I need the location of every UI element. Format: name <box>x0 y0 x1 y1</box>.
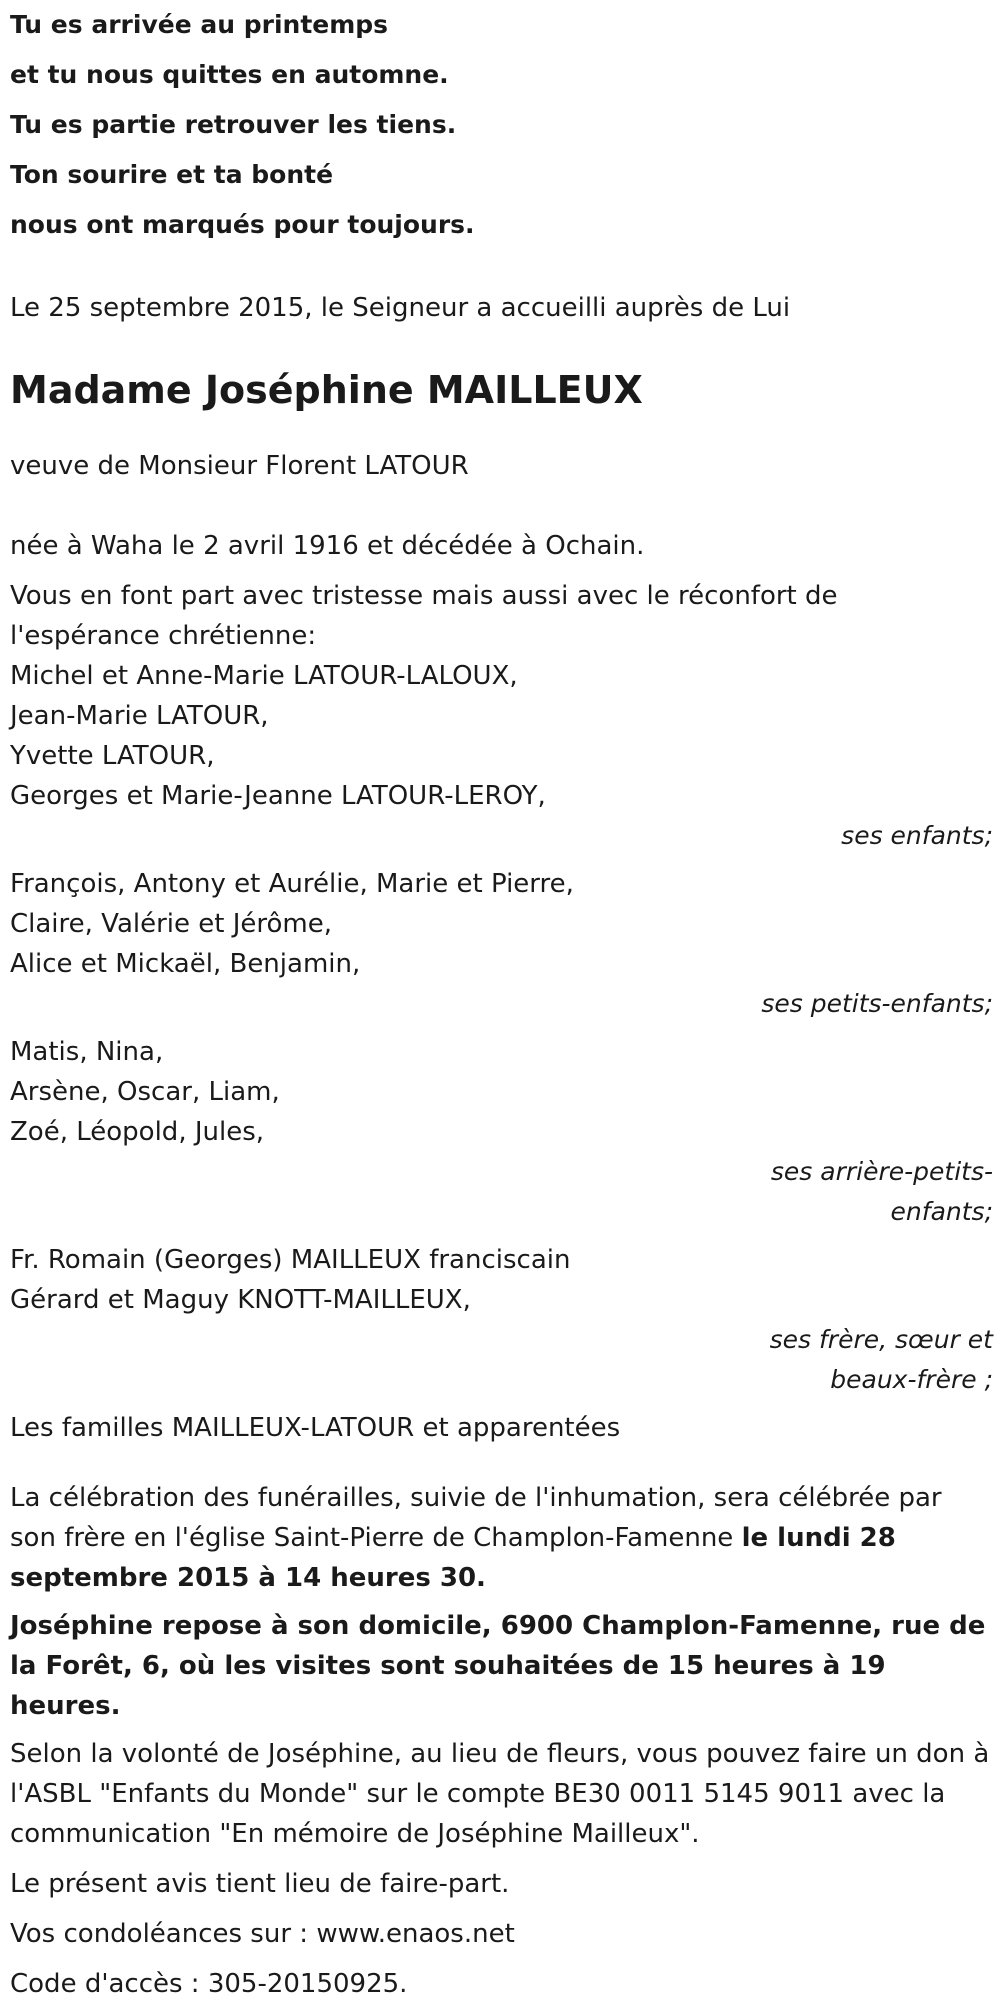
family-name-line: Jean-Marie LATOUR, <box>10 701 269 731</box>
announcement-text: Vous en font part avec tristesse mais aussi avec le réconfort de l'espérance chrétienne: <box>10 581 838 651</box>
role-label: ses arrière-petits- <box>770 1157 993 1186</box>
family-name-line: Alice et Mickaël, Benjamin, <box>10 949 361 979</box>
family-name-line: Georges et Marie-Jeanne LATOUR-LEROY, <box>10 781 546 811</box>
role-label: ses petits-enfants; <box>761 989 993 1018</box>
intro-text: Le 25 septembre 2015, le Seigneur a accueilli auprès de Lui <box>10 293 791 323</box>
family-name-line: François, Antony et Aurélie, Marie et Pierre, <box>10 869 574 899</box>
role-label: ses enfants; <box>841 821 993 850</box>
siblings-group <box>10 1240 993 1400</box>
poem-line: Ton sourire et ta bonté <box>10 160 334 189</box>
family-name-line: Claire, Valérie et Jérôme, <box>10 909 333 939</box>
family-name-line: Zoé, Léopold, Jules, <box>10 1117 265 1147</box>
family-name-line: Gérard et Maguy KNOTT-MAILLEUX, <box>10 1285 471 1315</box>
poem <box>10 0 993 250</box>
poem-line: et tu nous quittes en automne. <box>10 60 449 89</box>
family-name-line: Fr. Romain (Georges) MAILLEUX franciscain <box>10 1245 571 1275</box>
family-name-line: Matis, Nina, <box>10 1037 164 1067</box>
condolences-text: Vos condoléances sur : www.enaos.net <box>10 1919 515 1949</box>
poem-line: Tu es partie retrouver les tiens. <box>10 110 457 139</box>
poem-line: nous ont marqués pour toujours. <box>10 210 475 239</box>
deceased-name: Madame Joséphine MAILLEUX <box>10 368 643 412</box>
children-group <box>10 656 993 856</box>
widow-of-text: veuve de Monsieur Florent LATOUR <box>10 451 469 481</box>
repose-text: Joséphine repose à son domicile, 6900 Champlon-Famenne, rue de la Forêt, 6, où les visites sont souhaitées de 15 heures à 19 heures. <box>10 1611 986 1721</box>
role-label: enfants; <box>890 1197 993 1226</box>
families-text: Les familles MAILLEUX-LATOUR et apparentées <box>10 1413 621 1443</box>
family-name-line: Yvette LATOUR, <box>10 741 215 771</box>
great-grandchildren-group <box>10 1032 993 1232</box>
celebration-details: La célébration des funérailles, suivie de l'inhumation, sera célébrée par son frère en l'église Saint-Pierre de Champlon-Famenne <box>10 1483 942 1553</box>
birth-death-text: née à Waha le 2 avril 1916 et décédée à Ochain. <box>10 531 645 561</box>
role-label: ses frère, sœur et <box>769 1325 993 1354</box>
role-label: beaux-frère ; <box>830 1365 993 1394</box>
celebration-date: le lundi 28 septembre 2015 à 14 heures 30. <box>10 1523 896 1593</box>
celebration-text <box>10 1478 993 1598</box>
grandchildren-group <box>10 864 993 1024</box>
access-code-text: Code d'accès : 305-20150925. <box>10 1969 408 1999</box>
family-name-line: Arsène, Oscar, Liam, <box>10 1077 280 1107</box>
family-name-line: Michel et Anne-Marie LATOUR-LALOUX, <box>10 661 518 691</box>
donation-text: Selon la volonté de Joséphine, au lieu de fleurs, vous pouvez faire un don à l'ASBL "Enfants du Monde" sur le compte BE30 0011 5145 9011 avec la communication "En mémoire de Joséphine Mailleux". <box>10 1739 990 1849</box>
poem-line: Tu es arrivée au printemps <box>10 10 389 39</box>
notice-text: Le présent avis tient lieu de faire-part. <box>10 1869 510 1899</box>
